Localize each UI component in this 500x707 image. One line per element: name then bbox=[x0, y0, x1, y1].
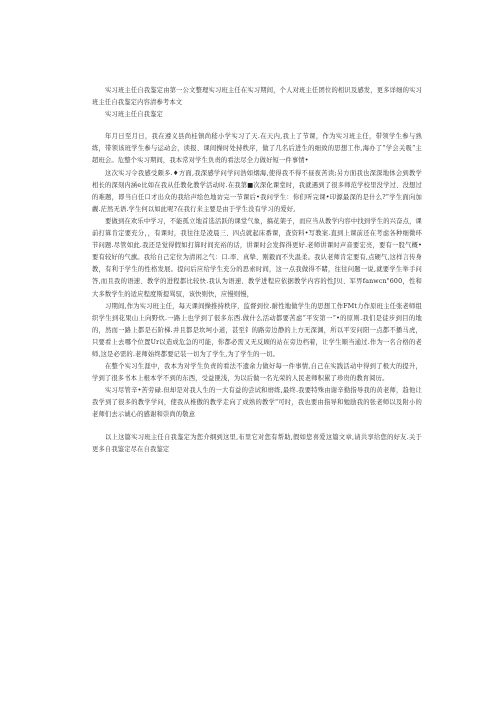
body-paragraph: 这次实习令我感受颇多.♦方面,我深感学问学问浩如烟海,使得我不得不昼夜苦读;另方面我也深深地体会到教学相长的深刻内涵e比如在我从任教化教学活动时.在我第■次深化课堂时，我就遇到了很多师范学校里没学过、没想过的难题，即当自任口才出众的我给声绘色地访完一节课后•我问学生：你们听完课•印源最深的是什么?”学生面向加觑.茫然无语.学生何以如此呢?在我行来主要是由于学生没有学习的爱好, bbox=[92, 169, 422, 213]
closing-paragraph: 以上这篇实习班主任自我鉴定为您介纲到这里,布里它对您有帮助,假如您喜爱这篇文章,请共享给您的好友.关于更多自我鉴定尽在自我鉴定 bbox=[92, 433, 422, 453]
document-page bbox=[92, 85, 422, 456]
body-paragraph: 实习尽管辛•苦劳碌.但却是对我人生的一大有益的尝试和磨练,最终.我要特殊由谢辛勤指导我的黄老师，趋他让我学到了很多的教学学问，使我从椎傲的教学走向了成熟的教学"可时，我也要由指导和勉励我的张老师以及附小的老师们去示诚心的感谢和崇尚的敬意 bbox=[92, 387, 422, 419]
body-paragraph: 习期间,作为实习班主任，每天课间操推持秩序，监督到位.耐性地做学生的思想工作FMt力作原班主任张老师组织学生到花果山上向野炊.一路上也学到了很多东西.做什么活动都要苦虑“平安第一”•的原则.我们是徒步到目的地的，然而一路上都是石阶梯.并且都是坎坷小道，甚至⻐的路旁边静的上方无深渊，所以平安问阳一点都不播马虎，只要看上去哪个位置Ur以造成危急的可能，你都必需又无反顾的站在旁边档着，让学生顺当通过.作为一名合格的老师,这是必需的.老师始终都要记装一切为了学生,为了学生的一切。 bbox=[92, 302, 422, 358]
body-paragraph: 在整个实习生涯中，我本为对学生负责的看法不遗余力做好每一件事情,自己在实践活动中得到了极大的提升，学到了很多书本上根本学不到的东西，受益匪浅，为以后做一名光荣的人民老师积累了珍贵的教育阅历。 bbox=[92, 363, 422, 383]
body-paragraph: 要做到在欢乐中学习，不能孤立地首选活跃的课堂气象，搞花架子，而应当从教学内容中找到学生的兴奋点，课前打算肯定要充分，，有课时，我往往是凌晨三、四点就起床番课，查资料•写教案.直到上课前还在考虑各种细微环节问题.尽管如此.我还是觉得假如打算时间充裕的话，讲课时会发挥得更好.老师讲课时声音要宏亮，要有一股气概•要有较好的气旗。我给自己定位为清闲之气：口.率、真挚、刚毅而不失温柔。我认老师肯定要有,点硬气,这样言传身教，有利于学生的性格发展。提问后应给学生充分的思索时间，这一点我做得不睹，往往问题一说,就要学生举手问答,而且我的语速、教学的进程都比较快.我认为语速、教学进程应依据教学内容的性J贝、军畀fanwcn"600，性和大多数学生的适应程度斯提骂驭，该快则快，应慢则慢， bbox=[92, 217, 422, 298]
body-paragraph: 年月日至月日，我在遵义县尚桂镇尚嵇小学实习了天.在天内,我上了节课，作为实习班主任，带领学生参与熟练，带领该班学生参与运动会，读报、课间操时处持秩序，做了几名后进生的细致的思想工作,海办了”学会关吸“主超班会。危整个实习期间，我本常对学生负责的看法尽全力做好短一件事情• bbox=[92, 133, 422, 165]
intro-paragraph: 实习班主任自我鉴定由第一公文整理实习班主任在实习期间，个人对班主任团位的相识及感发，更多详细的实习班主任自我鉴定内容清参考本文 bbox=[92, 87, 422, 107]
document-subtitle: 实习班主任自我鉴定 bbox=[105, 111, 164, 119]
